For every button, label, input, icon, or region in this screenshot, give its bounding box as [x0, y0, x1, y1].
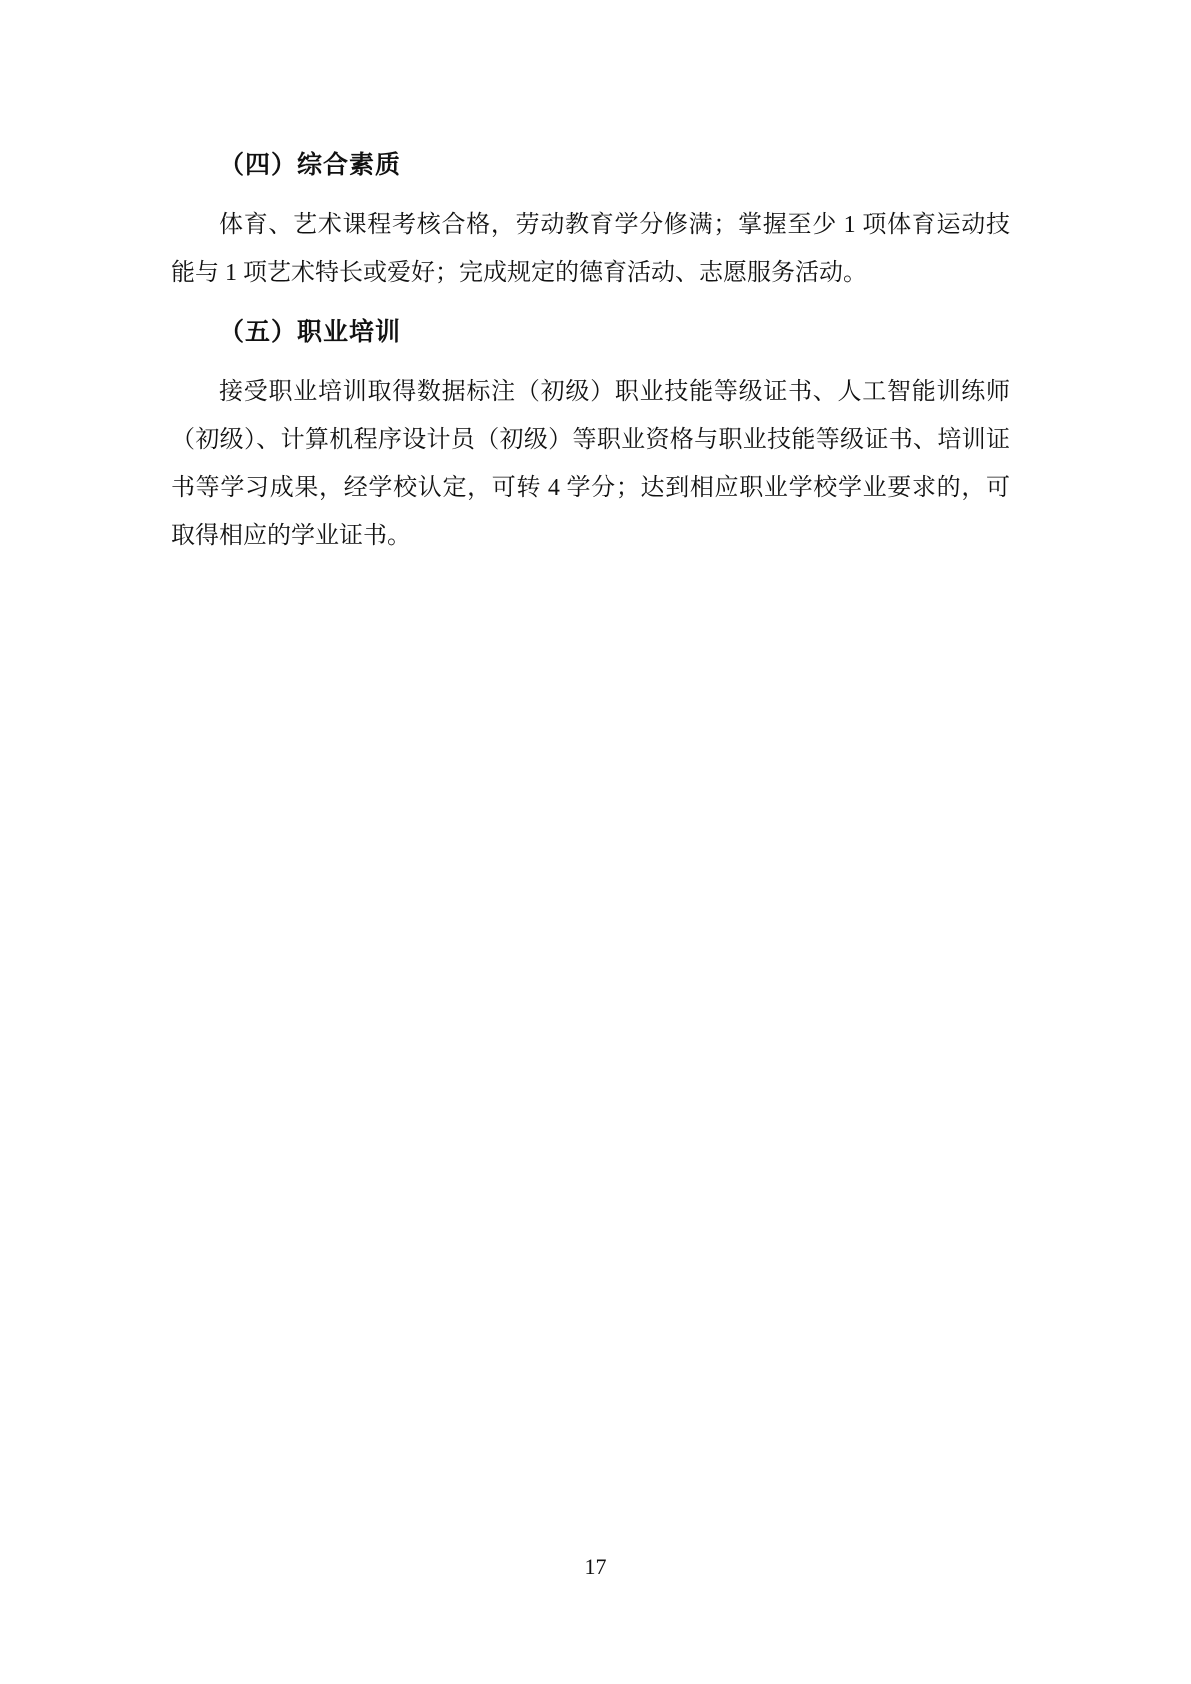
section-heading: （五）职业培训	[219, 318, 402, 346]
section-heading: （四）综合素质	[219, 151, 402, 179]
section-comprehensive-quality	[171, 141, 1010, 297]
page-content	[0, 0, 1191, 560]
section-vocational-training	[171, 308, 1010, 560]
section-body: 接受职业培训取得数据标注（初级）职业技能等级证书、人工智能训练师（初级）、计算机程序设计员（初级）等职业资格与职业技能等级证书、培训证书等学习成果，经学校认定，可转 4 学分；达到相应职业学校学业要求的，可取得相应的学业证书。	[171, 379, 1010, 549]
page-number: 17	[584, 1554, 607, 1579]
section-body: 体育、艺术课程考核合格，劳动教育学分修满；掌握至少 1 项体育运动技能与 1 项艺术特长或爱好；完成规定的德育活动、志愿服务活动。	[171, 212, 1010, 286]
